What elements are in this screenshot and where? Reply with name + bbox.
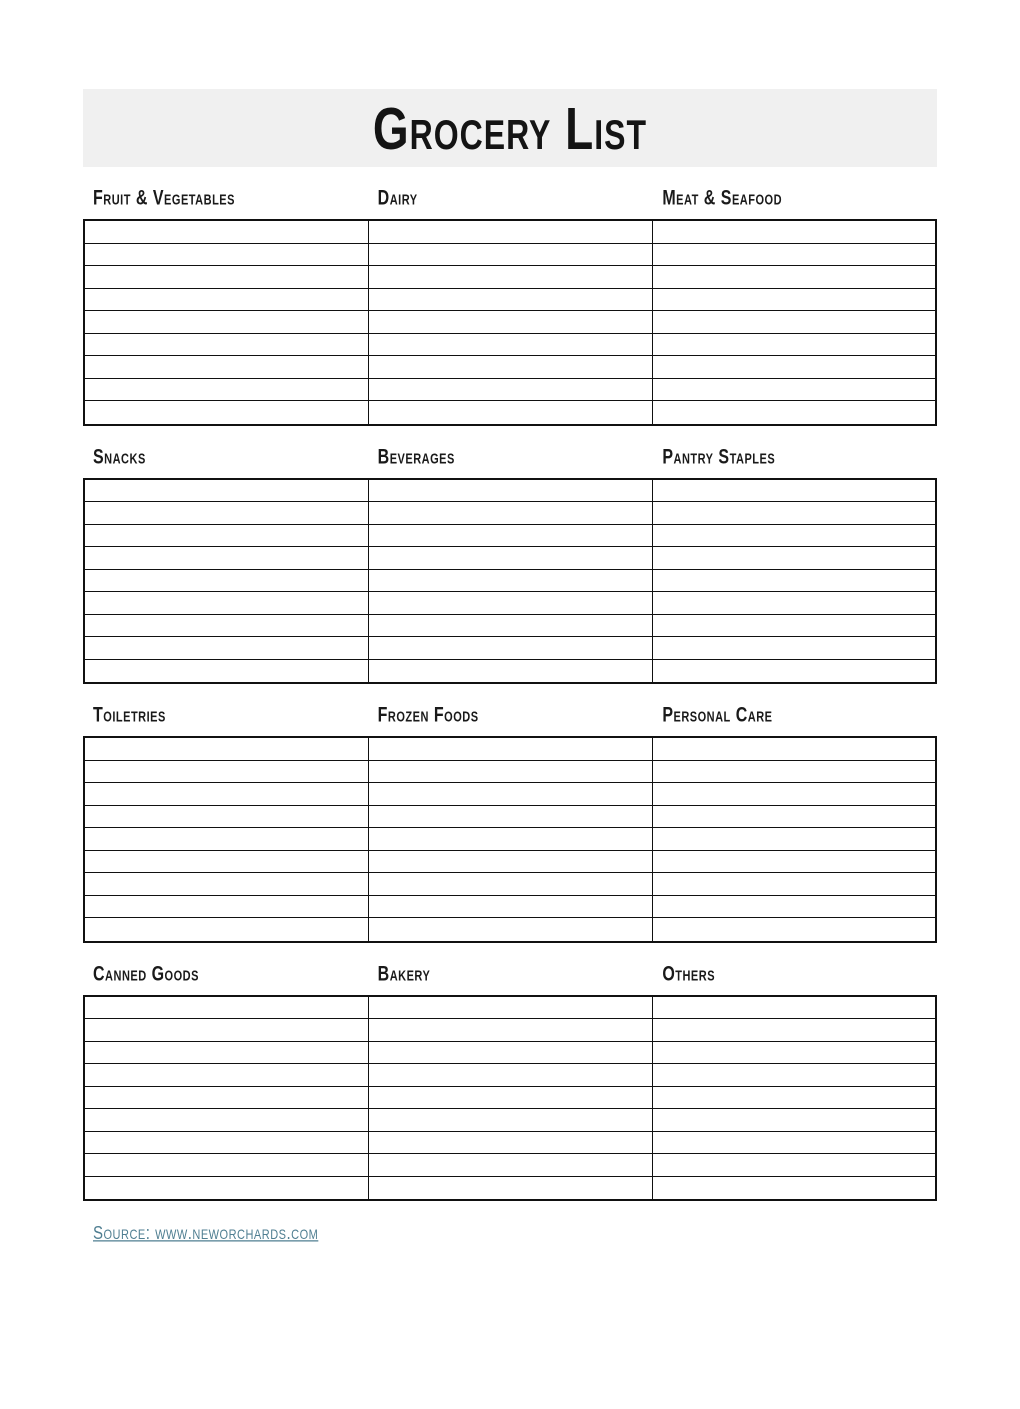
list-cell xyxy=(368,244,651,266)
list-cell xyxy=(85,738,368,760)
table-row xyxy=(85,244,935,267)
header-cell xyxy=(83,446,368,472)
list-cell xyxy=(652,266,935,288)
list-cell xyxy=(368,356,651,378)
list-cell xyxy=(368,502,651,524)
table-row xyxy=(85,783,935,806)
list-cell xyxy=(652,1109,935,1131)
list-cell xyxy=(85,266,368,288)
list-cell xyxy=(652,806,935,828)
section-snacks-beverages-pantry xyxy=(83,446,937,685)
list-cell xyxy=(652,851,935,873)
list-cell xyxy=(652,1132,935,1154)
table-row xyxy=(85,873,935,896)
list-cell xyxy=(368,401,651,424)
table-row xyxy=(85,334,935,357)
header-cell xyxy=(83,187,368,213)
list-cell xyxy=(368,637,651,659)
sections-container xyxy=(83,187,937,1201)
list-cell xyxy=(85,615,368,637)
table-row xyxy=(85,502,935,525)
list-cell xyxy=(652,289,935,311)
table-row xyxy=(85,1132,935,1155)
section-header-dairy: Dairy xyxy=(377,187,418,210)
list-cell xyxy=(368,828,651,850)
list-cell xyxy=(85,502,368,524)
list-cell xyxy=(368,592,651,614)
section-header-bakery: Bakery xyxy=(377,963,431,986)
list-cell xyxy=(652,379,935,401)
table-row xyxy=(85,1177,935,1200)
table-row xyxy=(85,592,935,615)
list-cell xyxy=(368,1087,651,1109)
header-cell xyxy=(368,187,653,213)
header-cell xyxy=(368,704,653,730)
table-row xyxy=(85,761,935,784)
list-cell xyxy=(85,401,368,424)
list-cell xyxy=(652,1177,935,1200)
table-row xyxy=(85,997,935,1020)
list-table xyxy=(83,736,937,943)
table-row xyxy=(85,547,935,570)
list-table xyxy=(83,478,937,685)
table-row xyxy=(85,289,935,312)
list-cell xyxy=(652,502,935,524)
list-cell xyxy=(652,1087,935,1109)
list-cell xyxy=(652,311,935,333)
table-row xyxy=(85,851,935,874)
list-cell xyxy=(652,244,935,266)
list-cell xyxy=(652,828,935,850)
table-row xyxy=(85,311,935,334)
list-cell xyxy=(85,289,368,311)
list-cell xyxy=(368,806,651,828)
list-cell xyxy=(368,851,651,873)
list-cell xyxy=(85,806,368,828)
list-cell xyxy=(652,547,935,569)
list-cell xyxy=(652,221,935,243)
list-cell xyxy=(652,918,935,941)
list-cell xyxy=(85,356,368,378)
list-cell xyxy=(85,918,368,941)
list-cell xyxy=(85,1019,368,1041)
list-cell xyxy=(368,761,651,783)
list-cell xyxy=(368,997,651,1019)
section-headers xyxy=(83,704,937,730)
table-row xyxy=(85,738,935,761)
page-title: Grocery List xyxy=(372,94,648,162)
list-cell xyxy=(368,221,651,243)
list-cell xyxy=(652,997,935,1019)
list-cell xyxy=(368,289,651,311)
table-row xyxy=(85,401,935,424)
table-row xyxy=(85,637,935,660)
list-cell xyxy=(368,1132,651,1154)
list-cell xyxy=(85,1132,368,1154)
section-header-fruit-vegetables: Fruit & Vegetables xyxy=(93,187,235,210)
section-toiletries-frozen-personal xyxy=(83,704,937,943)
title-banner xyxy=(83,89,937,167)
list-cell xyxy=(85,783,368,805)
list-cell xyxy=(652,1019,935,1041)
list-cell xyxy=(85,1109,368,1131)
list-cell xyxy=(368,1019,651,1041)
list-cell xyxy=(368,1154,651,1176)
table-row xyxy=(85,1042,935,1065)
table-row xyxy=(85,615,935,638)
list-cell xyxy=(368,480,651,502)
section-header-beverages: Beverages xyxy=(377,446,455,469)
section-produce-dairy-meat xyxy=(83,187,937,426)
section-header-pantry-staples: Pantry Staples xyxy=(662,446,776,469)
list-cell xyxy=(85,334,368,356)
header-cell xyxy=(652,187,937,213)
footer xyxy=(83,1222,937,1245)
list-cell xyxy=(368,918,651,941)
list-cell xyxy=(85,525,368,547)
list-cell xyxy=(652,896,935,918)
section-header-frozen-foods: Frozen Foods xyxy=(377,704,479,727)
list-cell xyxy=(368,1109,651,1131)
list-cell xyxy=(85,244,368,266)
table-row xyxy=(85,828,935,851)
table-row xyxy=(85,918,935,941)
header-cell xyxy=(652,963,937,989)
list-cell xyxy=(652,660,935,683)
list-cell xyxy=(652,615,935,637)
list-cell xyxy=(652,356,935,378)
section-header-toiletries: Toiletries xyxy=(93,704,166,727)
list-cell xyxy=(85,480,368,502)
list-cell xyxy=(85,1064,368,1086)
section-header-snacks: Snacks xyxy=(93,446,146,469)
list-cell xyxy=(652,525,935,547)
list-cell xyxy=(368,660,651,683)
list-cell xyxy=(368,334,651,356)
list-cell xyxy=(85,570,368,592)
list-cell xyxy=(85,1042,368,1064)
list-cell xyxy=(368,783,651,805)
list-cell xyxy=(368,525,651,547)
list-cell xyxy=(85,1087,368,1109)
list-cell xyxy=(652,401,935,424)
table-row xyxy=(85,266,935,289)
list-cell xyxy=(652,761,935,783)
section-header-others: Others xyxy=(662,963,716,986)
list-cell xyxy=(85,1154,368,1176)
list-cell xyxy=(85,379,368,401)
list-cell xyxy=(368,1064,651,1086)
list-cell xyxy=(652,637,935,659)
table-row xyxy=(85,1154,935,1177)
table-row xyxy=(85,379,935,402)
header-cell xyxy=(652,704,937,730)
list-cell xyxy=(85,851,368,873)
list-cell xyxy=(368,896,651,918)
table-row xyxy=(85,221,935,244)
table-row xyxy=(85,570,935,593)
list-cell xyxy=(368,738,651,760)
section-header-canned-goods: Canned Goods xyxy=(93,963,199,986)
list-cell xyxy=(85,311,368,333)
section-headers xyxy=(83,963,937,989)
table-row xyxy=(85,896,935,919)
source-link[interactable]: Source: www.neworchards.com xyxy=(93,1222,319,1244)
header-cell xyxy=(368,963,653,989)
list-table xyxy=(83,219,937,426)
list-cell xyxy=(652,334,935,356)
list-cell xyxy=(85,547,368,569)
section-header-meat-seafood: Meat & Seafood xyxy=(662,187,783,210)
table-row xyxy=(85,1087,935,1110)
list-cell xyxy=(652,1154,935,1176)
list-cell xyxy=(368,266,651,288)
list-cell xyxy=(85,660,368,683)
list-cell xyxy=(652,570,935,592)
list-cell xyxy=(85,828,368,850)
list-cell xyxy=(652,783,935,805)
list-cell xyxy=(368,1042,651,1064)
table-row xyxy=(85,356,935,379)
table-row xyxy=(85,660,935,683)
section-headers xyxy=(83,187,937,213)
list-cell xyxy=(368,311,651,333)
list-cell xyxy=(652,592,935,614)
list-cell xyxy=(368,615,651,637)
list-cell xyxy=(368,1177,651,1200)
list-cell xyxy=(85,221,368,243)
list-cell xyxy=(368,873,651,895)
list-cell xyxy=(85,896,368,918)
table-row xyxy=(85,806,935,829)
list-cell xyxy=(652,873,935,895)
list-cell xyxy=(652,738,935,760)
list-cell xyxy=(368,570,651,592)
header-cell xyxy=(83,963,368,989)
header-cell xyxy=(83,704,368,730)
list-table xyxy=(83,995,937,1202)
header-cell xyxy=(652,446,937,472)
list-cell xyxy=(85,761,368,783)
list-cell xyxy=(652,480,935,502)
list-cell xyxy=(85,997,368,1019)
list-cell xyxy=(368,379,651,401)
table-row xyxy=(85,480,935,503)
list-cell xyxy=(85,592,368,614)
section-canned-bakery-others xyxy=(83,963,937,1202)
table-row xyxy=(85,1019,935,1042)
list-cell xyxy=(652,1042,935,1064)
header-cell xyxy=(368,446,653,472)
grocery-list-document xyxy=(0,89,1020,1409)
list-cell xyxy=(368,547,651,569)
list-cell xyxy=(652,1064,935,1086)
list-cell xyxy=(85,873,368,895)
table-row xyxy=(85,1109,935,1132)
list-cell xyxy=(85,637,368,659)
list-cell xyxy=(85,1177,368,1200)
table-row xyxy=(85,1064,935,1087)
section-headers xyxy=(83,446,937,472)
section-header-personal-care: Personal Care xyxy=(662,704,773,727)
table-row xyxy=(85,525,935,548)
